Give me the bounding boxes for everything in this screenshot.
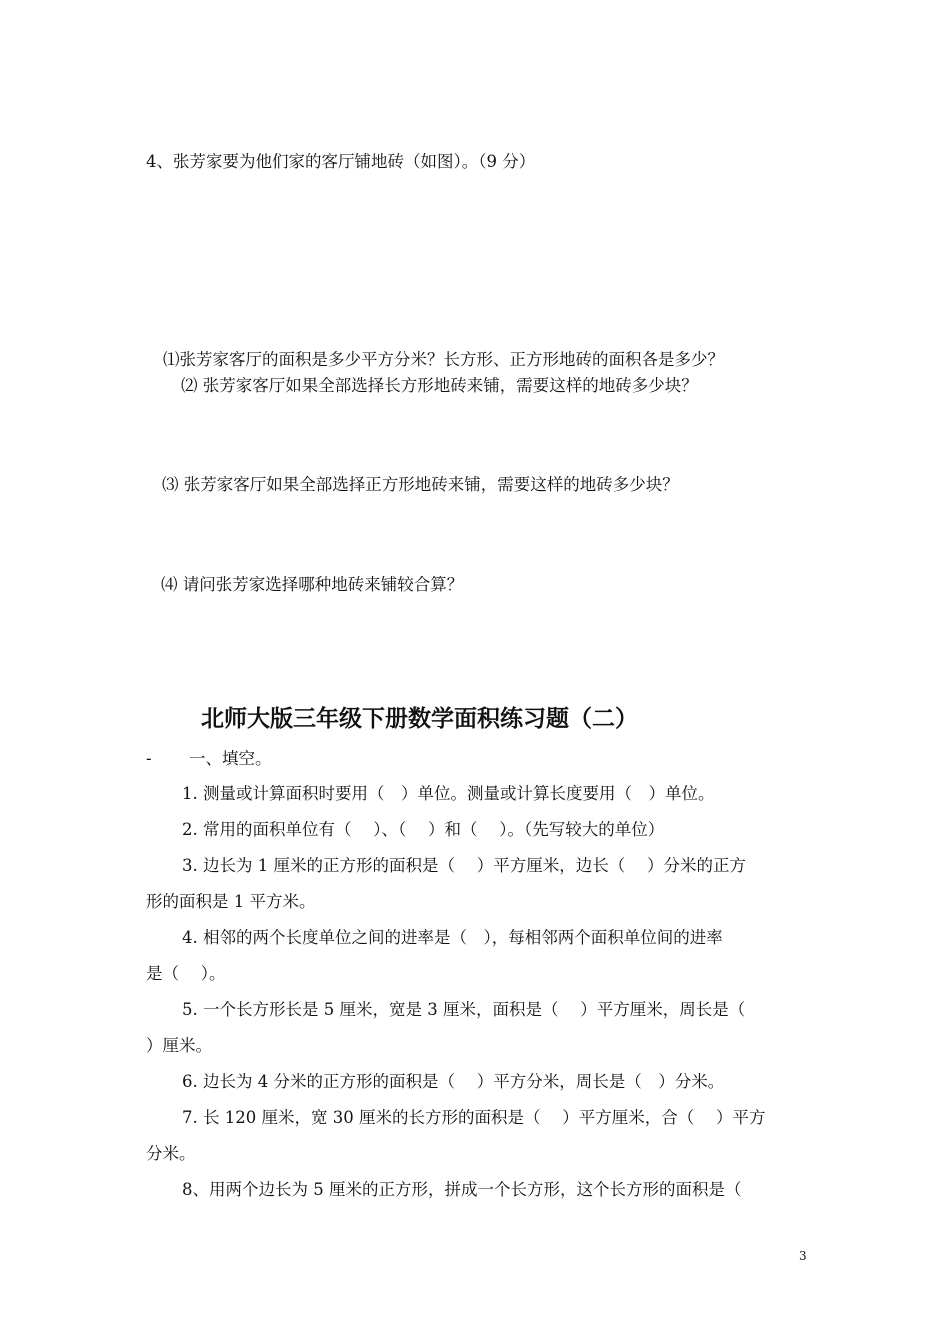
- page-number: 3: [799, 1249, 807, 1263]
- list-dash: -: [146, 749, 152, 768]
- section-title: 北师大版三年级下册数学面积练习题（二）: [201, 706, 638, 732]
- question-line: 是（ ）。: [146, 964, 226, 983]
- question-line: 7. 长 120 厘米，宽 30 厘米的长方形的面积是（ ）平方厘米，合（ ）平方: [182, 1108, 766, 1127]
- problem-4-question-2: ⑵ 张芳家客厅如果全部选择长方形地砖来铺，需要这样的地砖多少块？: [181, 376, 698, 395]
- question-line: 1. 测量或计算面积时要用（ ）单位。测量或计算长度要用（ ）单位。: [182, 784, 715, 803]
- question-line: 2. 常用的面积单位有（ ）、（ ）和（ ）。（先写较大的单位）: [182, 820, 665, 839]
- section-heading: 一、填空。: [189, 749, 272, 768]
- question-line: 4. 相邻的两个长度单位之间的进率是（ ），每相邻两个面积单位间的进率: [182, 928, 723, 947]
- question-line: 6. 边长为 4 分米的正方形的面积是（ ）平方分米，周长是（ ）分米。: [182, 1072, 725, 1091]
- problem-4-question-3: ⑶ 张芳家客厅如果全部选择正方形地砖来铺，需要这样的地砖多少块？: [162, 475, 679, 494]
- problem-4-question-1: ⑴张芳家客厅的面积是多少平方分米？长方形、正方形地砖的面积各是多少？: [163, 350, 724, 369]
- question-line: ）厘米。: [146, 1036, 212, 1055]
- question-line: 形的面积是 1 平方米。: [146, 892, 316, 911]
- question-line: 5. 一个长方形长是 5 厘米，宽是 3 厘米，面积是（ ）平方厘米，周长是（: [182, 1000, 746, 1019]
- problem-4-heading: 4、张芳家要为他们家的客厅铺地砖（如图）。（9 分）: [146, 152, 536, 171]
- question-line: 8、用两个边长为 5 厘米的正方形，拼成一个长方形，这个长方形的面积是（: [182, 1180, 742, 1199]
- problem-4-question-4: ⑷ 请问张芳家选择哪种地砖来铺较合算？: [161, 575, 464, 594]
- question-line: 3. 边长为 1 厘米的正方形的面积是（ ）平方厘米，边长（ ）分米的正方: [182, 856, 746, 875]
- question-line: 分米。: [146, 1144, 196, 1163]
